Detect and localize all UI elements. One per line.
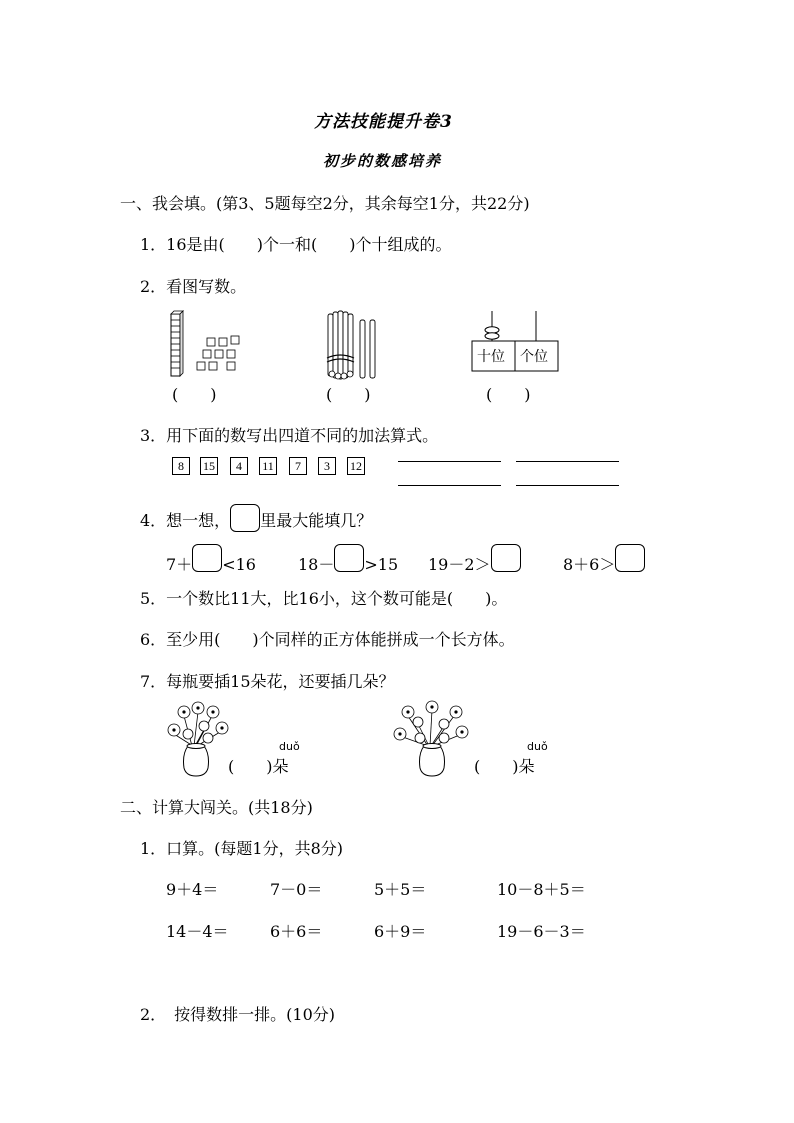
question-1: 1．16是由( )个一和( )个十组成的。: [140, 235, 452, 254]
number-card: 4: [230, 457, 248, 475]
answer-box[interactable]: [192, 544, 222, 572]
question-6: 6．至少用( )个同样的正方体能拼成一个长方体。: [140, 630, 515, 649]
answer-box-icon: [230, 504, 260, 532]
question-7-prompt: 7．每瓶要插15朵花，还要插几朵？: [140, 672, 395, 691]
q4-item-after: <16: [222, 555, 256, 574]
q4-prompt-after: 里最大能填几？: [260, 511, 373, 530]
q2-answer-blank-2[interactable]: ( ): [326, 385, 371, 404]
number-card: 12: [347, 457, 365, 475]
answer-line[interactable]: [516, 461, 619, 462]
question-5: 5．一个数比11大，比16小，这个数可能是( )。: [140, 589, 508, 608]
answer-line[interactable]: [398, 461, 501, 462]
calc-item[interactable]: 6＋9＝: [374, 922, 427, 941]
section1-heading: 一、我会填。(第3、5题每空2分，其余每空1分，共22分): [120, 194, 530, 213]
question-4-prompt: [140, 504, 372, 532]
q2-answer-blank-1[interactable]: ( ): [172, 385, 217, 404]
page-subtitle: 初步的数感培养: [323, 152, 443, 170]
q4-item: [563, 544, 645, 575]
pinyin-duo: duǒ: [527, 740, 548, 753]
q4-item: [298, 544, 398, 575]
question-3-prompt: 3．用下面的数写出四道不同的加法算式。: [140, 426, 439, 445]
q4-prompt-before: 4．想一想，: [140, 511, 231, 530]
q4-item: [166, 544, 256, 575]
answer-box[interactable]: [334, 544, 364, 572]
number-card: 8: [172, 457, 190, 475]
answer-box[interactable]: [491, 544, 521, 572]
number-card: 11: [259, 457, 277, 475]
calc-item[interactable]: 9＋4＝: [166, 880, 219, 899]
number-card: 15: [200, 457, 218, 475]
q7-answer-blank-1[interactable]: ( )朵: [228, 757, 289, 776]
page-title: 方法技能提升卷3: [314, 112, 453, 132]
question-2-prompt: 2．看图写数。: [140, 277, 247, 296]
answer-box[interactable]: [615, 544, 645, 572]
q2-answer-blank-3[interactable]: ( ): [486, 385, 531, 404]
q4-item-after: >15: [364, 555, 399, 574]
sticks-bundle-picture: [322, 308, 382, 383]
calc-item[interactable]: 10－8＋5＝: [497, 880, 586, 899]
flower-vase-picture: [388, 698, 473, 780]
section2-heading: 二、计算大闯关。(共18分): [120, 798, 313, 817]
q7-answer-blank-2[interactable]: ( )朵: [474, 757, 535, 776]
section2-question-2: 2． 按得数排一排。(10分): [140, 1005, 336, 1024]
cubes-picture: [165, 310, 245, 380]
calc-item[interactable]: 19－6－3＝: [497, 922, 586, 941]
calc-item[interactable]: 6＋6＝: [270, 922, 323, 941]
calc-item[interactable]: 14－4＝: [166, 922, 229, 941]
q4-item-before: 19－2＞: [428, 555, 491, 574]
abacus-label-ones: 个位: [520, 349, 548, 365]
q4-item-before: 7＋: [166, 555, 193, 574]
section2-question-1-prompt: 1．口算。(每题1分，共8分): [140, 839, 344, 858]
q4-item-before: 18－: [298, 555, 335, 574]
pinyin-duo: duǒ: [279, 740, 300, 753]
number-card: 7: [289, 457, 307, 475]
answer-line[interactable]: [398, 485, 501, 486]
abacus-label-tens: 十位: [477, 349, 505, 365]
answer-line[interactable]: [516, 485, 619, 486]
q4-item-before: 8＋6＞: [563, 555, 616, 574]
calc-item[interactable]: 5＋5＝: [374, 880, 427, 899]
number-card: 3: [318, 457, 336, 475]
calc-item[interactable]: 7－0＝: [270, 880, 323, 899]
q4-item: [428, 544, 521, 575]
